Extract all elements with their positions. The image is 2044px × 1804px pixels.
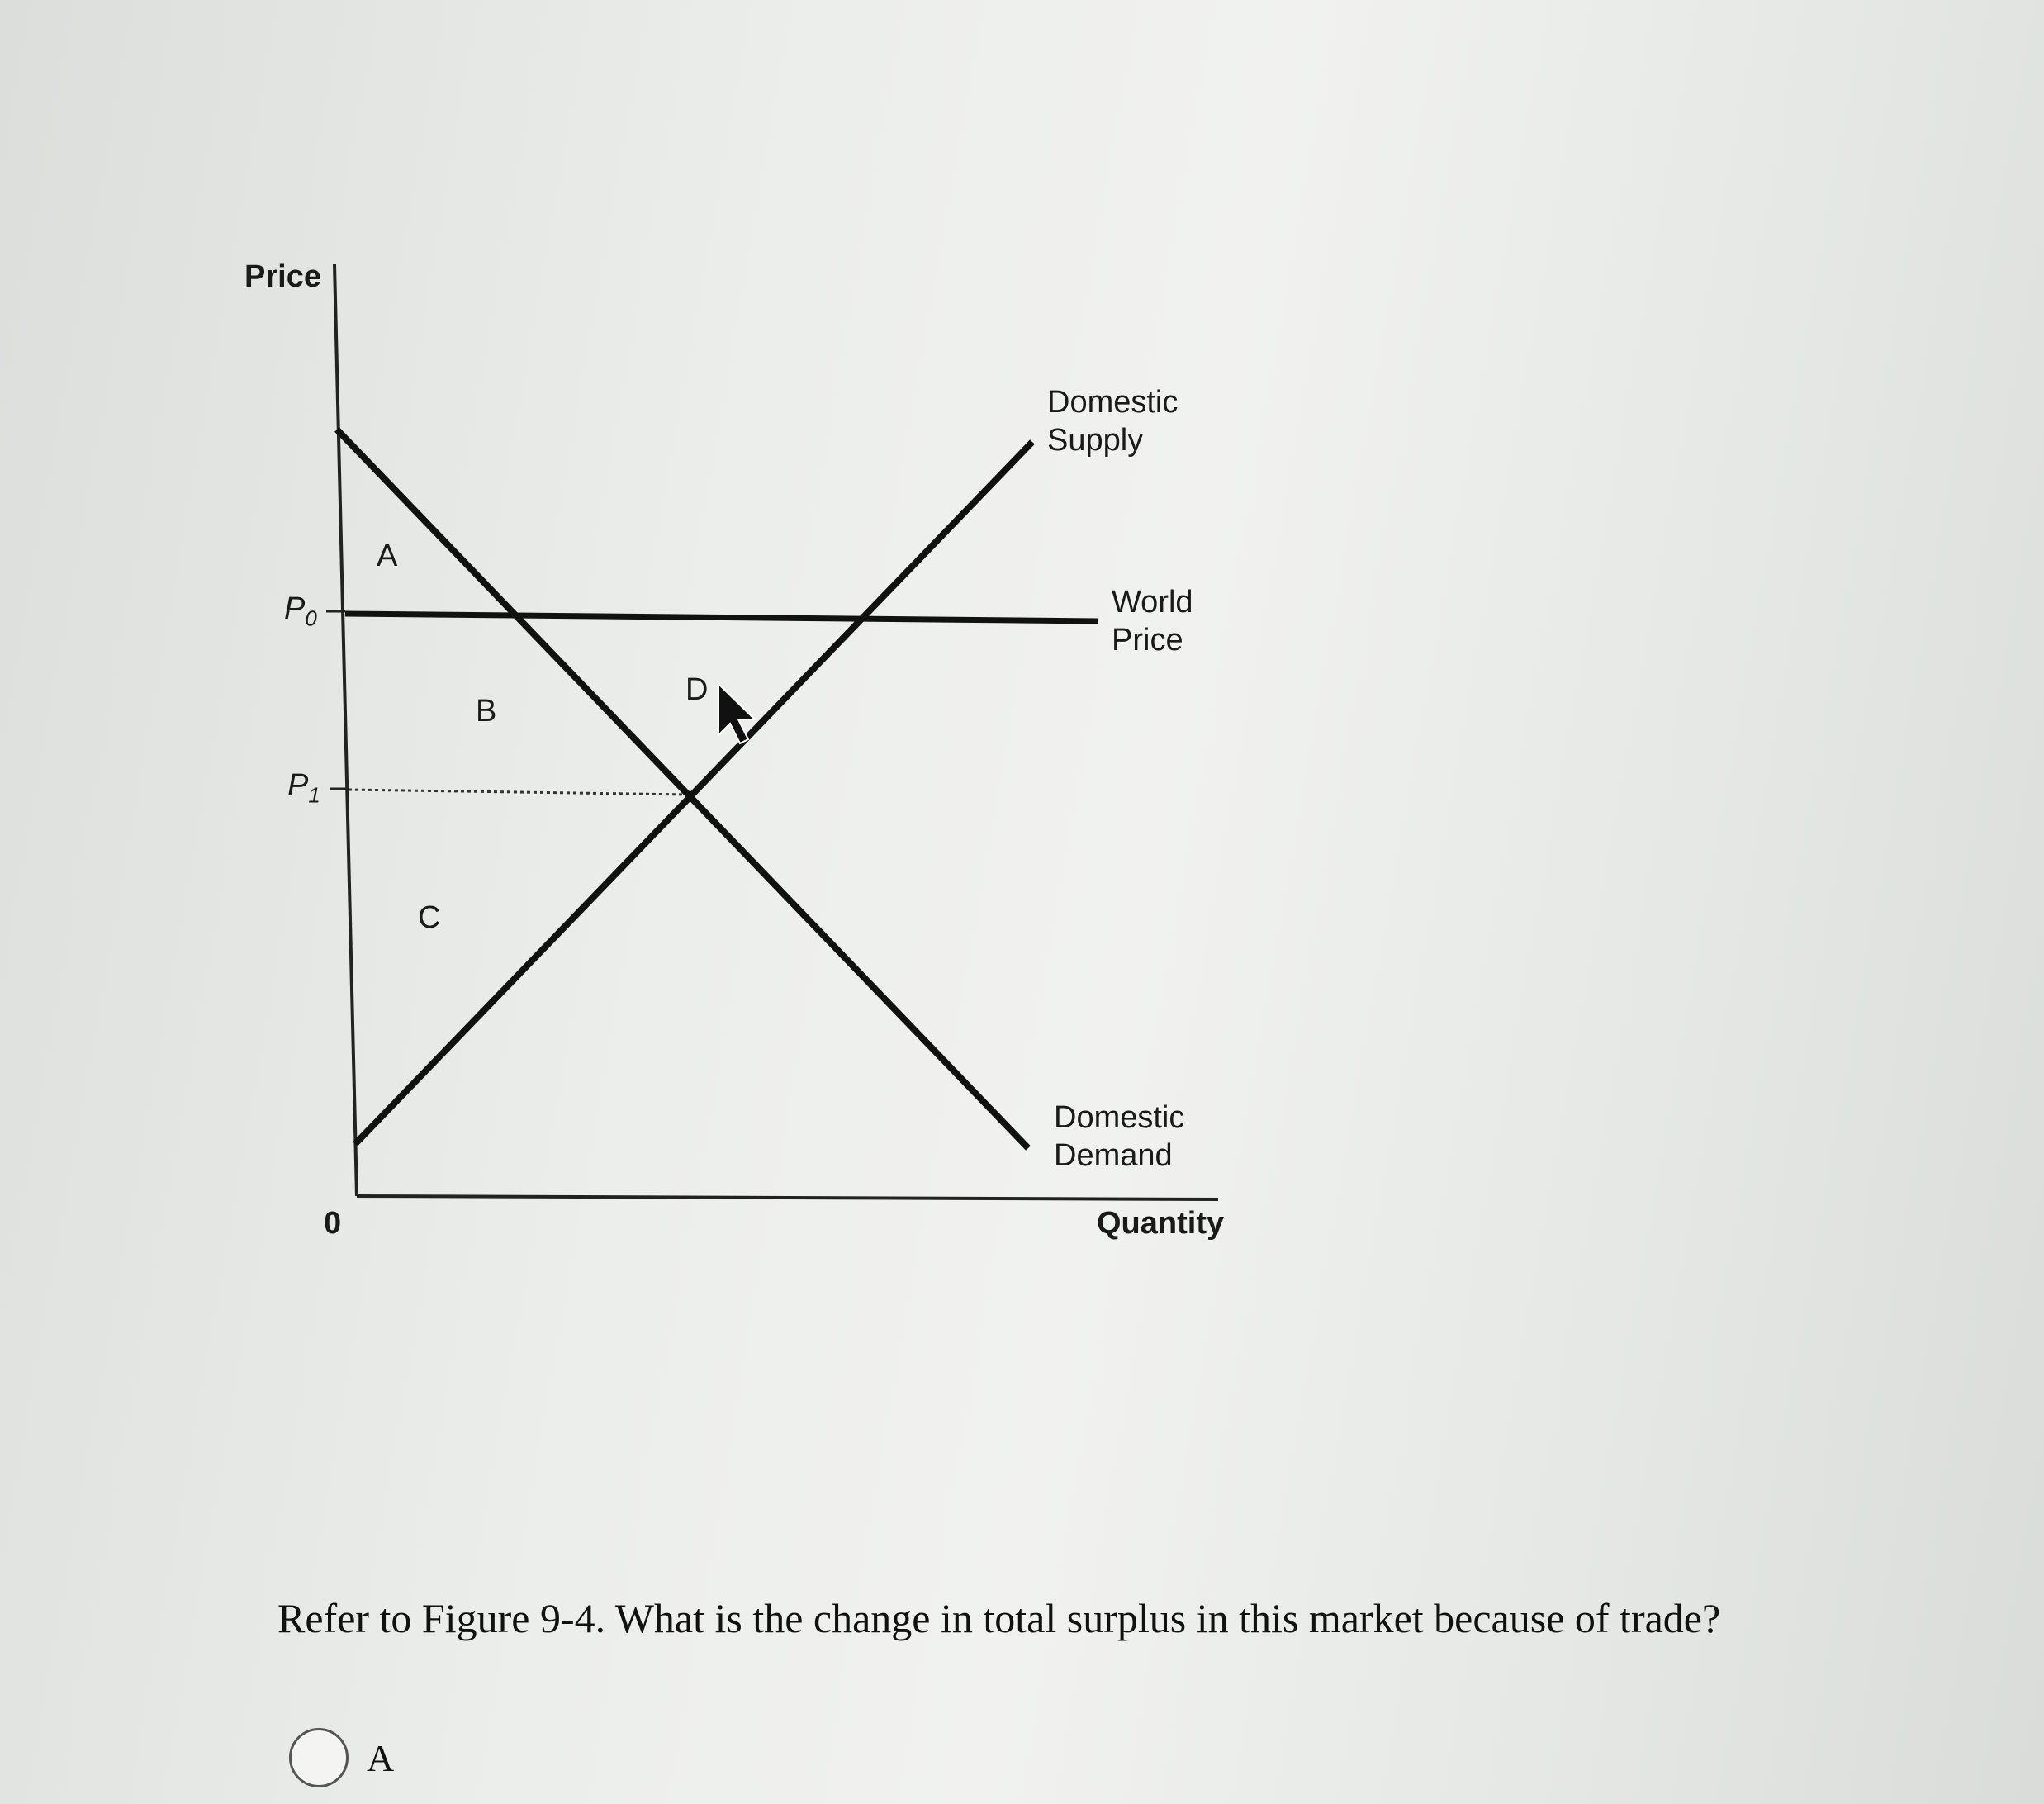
area-label-b: B <box>476 694 497 729</box>
y-axis <box>334 264 357 1196</box>
x-axis <box>357 1196 1218 1199</box>
domestic-supply-label: Domestic Supply <box>1047 385 1179 458</box>
domestic-demand-label: Domestic Demand <box>1054 1100 1185 1173</box>
y-axis-label: Price <box>244 259 321 294</box>
option-a-radio[interactable] <box>289 1728 349 1787</box>
p1-dotted-line <box>349 790 687 795</box>
x-axis-label: Quantity <box>1097 1206 1225 1241</box>
area-label-d: D <box>685 672 709 707</box>
p1-label: $P_1$ <box>287 768 320 808</box>
option-a-label: A <box>367 1736 395 1779</box>
area-label-a: A <box>377 539 398 573</box>
world-price-label: World Price <box>1112 585 1193 658</box>
answer-option-a[interactable] <box>289 1728 394 1787</box>
p0-label: $P_0$ <box>284 591 317 631</box>
area-label-c: C <box>418 900 441 935</box>
origin-label: 0 <box>324 1206 342 1241</box>
domestic-supply-curve <box>355 442 1032 1144</box>
world-price-line <box>345 614 1098 621</box>
question-text: Refer to Figure 9-4. What is the change in total surplus in this market because of trade? <box>277 1595 1721 1641</box>
domestic-demand-curve <box>337 430 1028 1148</box>
